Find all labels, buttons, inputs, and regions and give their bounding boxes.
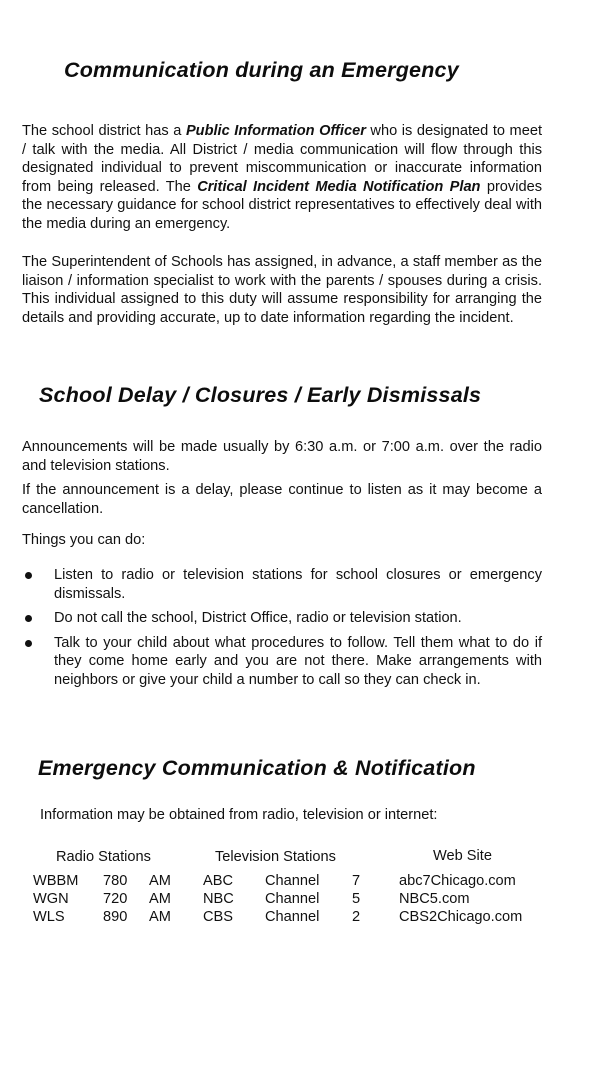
- tv-channel-number: 2: [352, 909, 361, 925]
- radio-call-sign: WGN: [33, 891, 69, 907]
- bullet-icon: [25, 615, 32, 622]
- heading-school-delay-closures: School Delay / Closures / Early Dismissals: [39, 383, 482, 407]
- emphasis-text: Public Information Officer: [185, 123, 366, 139]
- emphasis-text: Critical Incident Media Notification Plan: [197, 178, 481, 195]
- list-item: Do not call the school, District Office, radio or television station.: [22, 609, 542, 628]
- list-item: Listen to radio or television stations for school closures or emergency dismissals.: [22, 566, 542, 603]
- paragraph-things-you-can-do: Things you can do:: [22, 532, 146, 548]
- web-site-link[interactable]: abc7Chicago.com: [399, 873, 516, 889]
- list-item: Talk to your child about what procedures to follow. Tell them what to do if they come home early and you are not there. Make arrangements with neighbors or give your child a number to call so they can check in.: [22, 634, 542, 690]
- radio-band: AM: [149, 891, 171, 907]
- tv-channel-number: 7: [352, 873, 361, 889]
- tv-channel-label: Channel: [265, 891, 320, 907]
- header-web-site: Web Site: [433, 848, 492, 864]
- tv-channel-label: Channel: [265, 873, 320, 889]
- paragraph-information-sources: Information may be obtained from radio, television or internet:: [40, 807, 438, 823]
- paragraph-text: who is designated to meet / talk with the media. All District / media communication will flow through this designated individual to prevent miscommunication or inaccurate information from being released. The: [22, 123, 542, 195]
- bullet-icon: [25, 572, 32, 579]
- tv-channel-number: 5: [352, 891, 361, 907]
- radio-band: AM: [149, 909, 171, 925]
- paragraph-text: provides the necessary guidance for school district representatives to effectively deal with the media during an emergency.: [22, 178, 542, 232]
- paragraph-text: The school district has a: [22, 123, 186, 139]
- web-site-link[interactable]: CBS2Chicago.com: [399, 909, 523, 925]
- paragraph-superintendent-liaison: The Superintendent of Schools has assigned, in advance, a staff member as the liaison / information specialist to work with the parents / spouses during a crisis. This individual assigned to this duty will assume responsibility for arranging the details and providing accurate, up to date information regarding the incident.: [22, 254, 542, 326]
- heading-communication-emergency: Communication during an Emergency: [64, 58, 459, 82]
- radio-frequency: 720: [103, 891, 128, 907]
- tv-network: CBS: [203, 909, 234, 925]
- web-site-link[interactable]: NBC5.com: [399, 891, 470, 907]
- header-television-stations: Television Stations: [215, 849, 336, 865]
- bullet-icon: [25, 640, 32, 647]
- header-radio-stations: Radio Stations: [56, 849, 151, 865]
- radio-call-sign: WLS: [33, 909, 65, 925]
- bullet-list: [22, 566, 542, 696]
- heading-emergency-communication-notification: Emergency Communication & Notification: [38, 756, 476, 780]
- tv-channel-label: Channel: [265, 909, 320, 925]
- radio-frequency: 890: [103, 909, 128, 925]
- paragraph-public-information-officer: [22, 122, 542, 234]
- paragraph-announcements: Announcements will be made usually by 6:30 a.m. or 7:00 a.m. over the radio and television stations.: [22, 439, 542, 474]
- radio-call-sign: WBBM: [33, 873, 79, 889]
- radio-band: AM: [149, 873, 171, 889]
- radio-frequency: 780: [103, 873, 128, 889]
- paragraph-delay-cancellation: If the announcement is a delay, please continue to listen as it may become a cancellation.: [22, 482, 542, 517]
- tv-network: NBC: [203, 891, 234, 907]
- tv-network: ABC: [203, 873, 234, 889]
